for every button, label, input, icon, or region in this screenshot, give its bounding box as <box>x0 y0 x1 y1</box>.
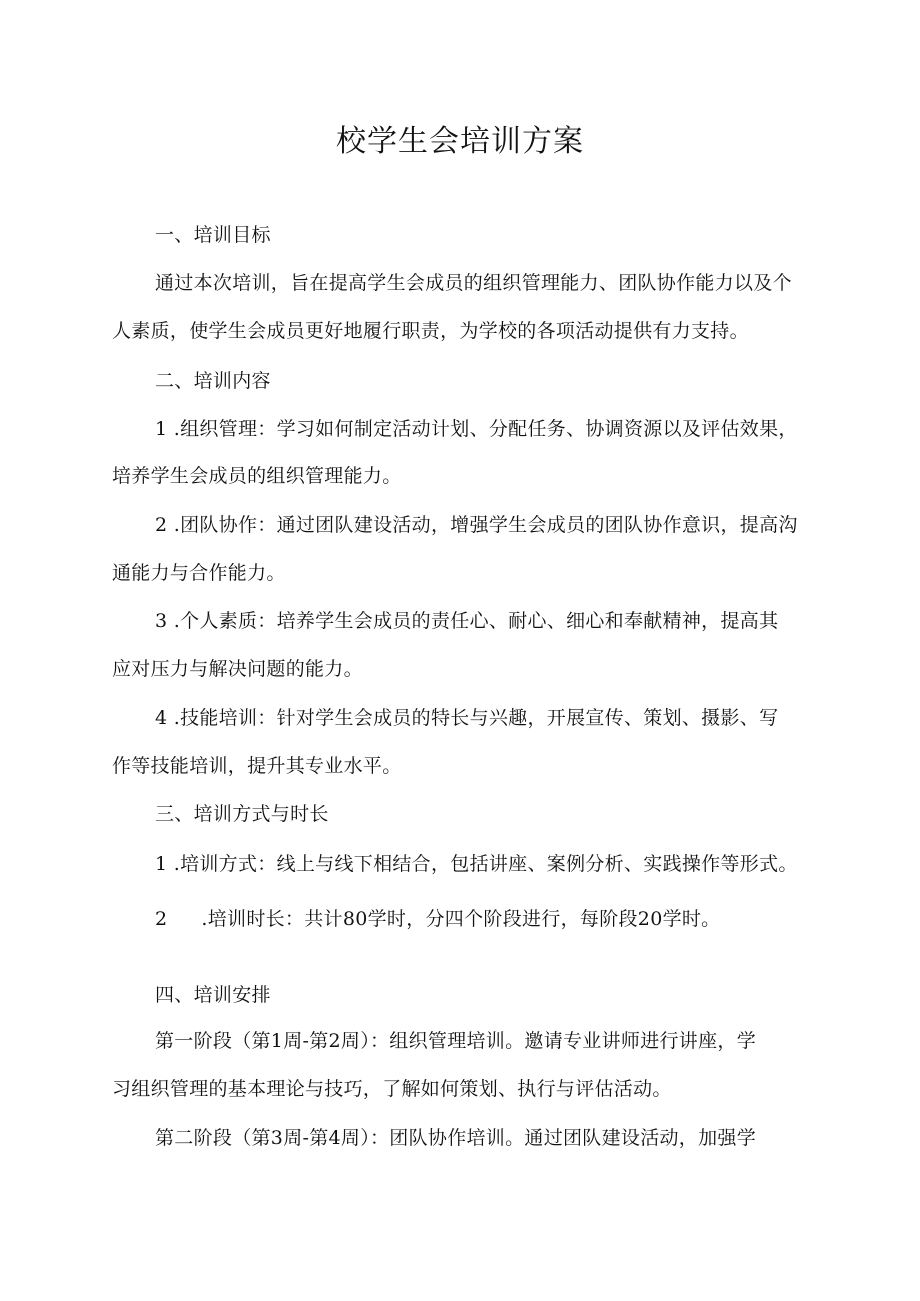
section-heading-content: 二、培训内容 <box>155 370 271 392</box>
list-item-line: 4 .技能培训：针对学生会成员的特长与兴趣，开展宣传、策划、摄影、写 <box>155 707 779 729</box>
list-item-text: .培训时长：共计80学时，分四个阶段进行，每阶段20学时。 <box>201 908 721 930</box>
section-heading-schedule: 四、培训安排 <box>155 984 271 1006</box>
paragraph-line: 人素质，使学生会成员更好地履行职责，为学校的各项活动提供有力支持。 <box>112 320 749 342</box>
paragraph-line: 通过本次培训，旨在提高学生会成员的组织管理能力、团队协作能力以及个 <box>155 272 792 294</box>
paragraph-line: 第一阶段（第1周-第2周）：组织管理培训。邀请专业讲师进行讲座，学 <box>155 1030 756 1052</box>
list-item-line: 通能力与合作能力。 <box>112 562 286 584</box>
list-item-line: 2 .团队协作：通过团队建设活动，增强学生会成员的团队协作意识，提高沟 <box>155 514 798 536</box>
paragraph-line: 习组织管理的基本理论与技巧，了解如何策划、执行与评估活动。 <box>112 1078 672 1100</box>
page-title: 校学生会培训方案 <box>336 124 584 159</box>
list-item-line: 1 .培训方式：线上与线下相结合，包括讲座、案例分析、实践操作等形式。 <box>155 853 798 875</box>
section-heading-method: 三、培训方式与时长 <box>155 803 329 825</box>
section-heading-goals: 一、培训目标 <box>155 224 271 246</box>
list-item-line <box>155 906 855 932</box>
list-item-line: 1 .组织管理：学习如何制定活动计划、分配任务、协调资源以及评估效果， <box>155 418 798 440</box>
paragraph-line: 第二阶段（第3周-第4周）：团队协作培训。通过团队建设活动，加强学 <box>155 1127 756 1149</box>
list-item-line: 应对压力与解决问题的能力。 <box>112 658 363 680</box>
list-item-line: 培养学生会成员的组织管理能力。 <box>112 465 402 487</box>
list-item-number: 2 <box>155 908 168 930</box>
list-item-line: 作等技能培训，提升其专业水平。 <box>112 755 402 777</box>
list-item-line: 3 .个人素质：培养学生会成员的责任心、耐心、细心和奉献精神，提高其 <box>155 610 779 632</box>
